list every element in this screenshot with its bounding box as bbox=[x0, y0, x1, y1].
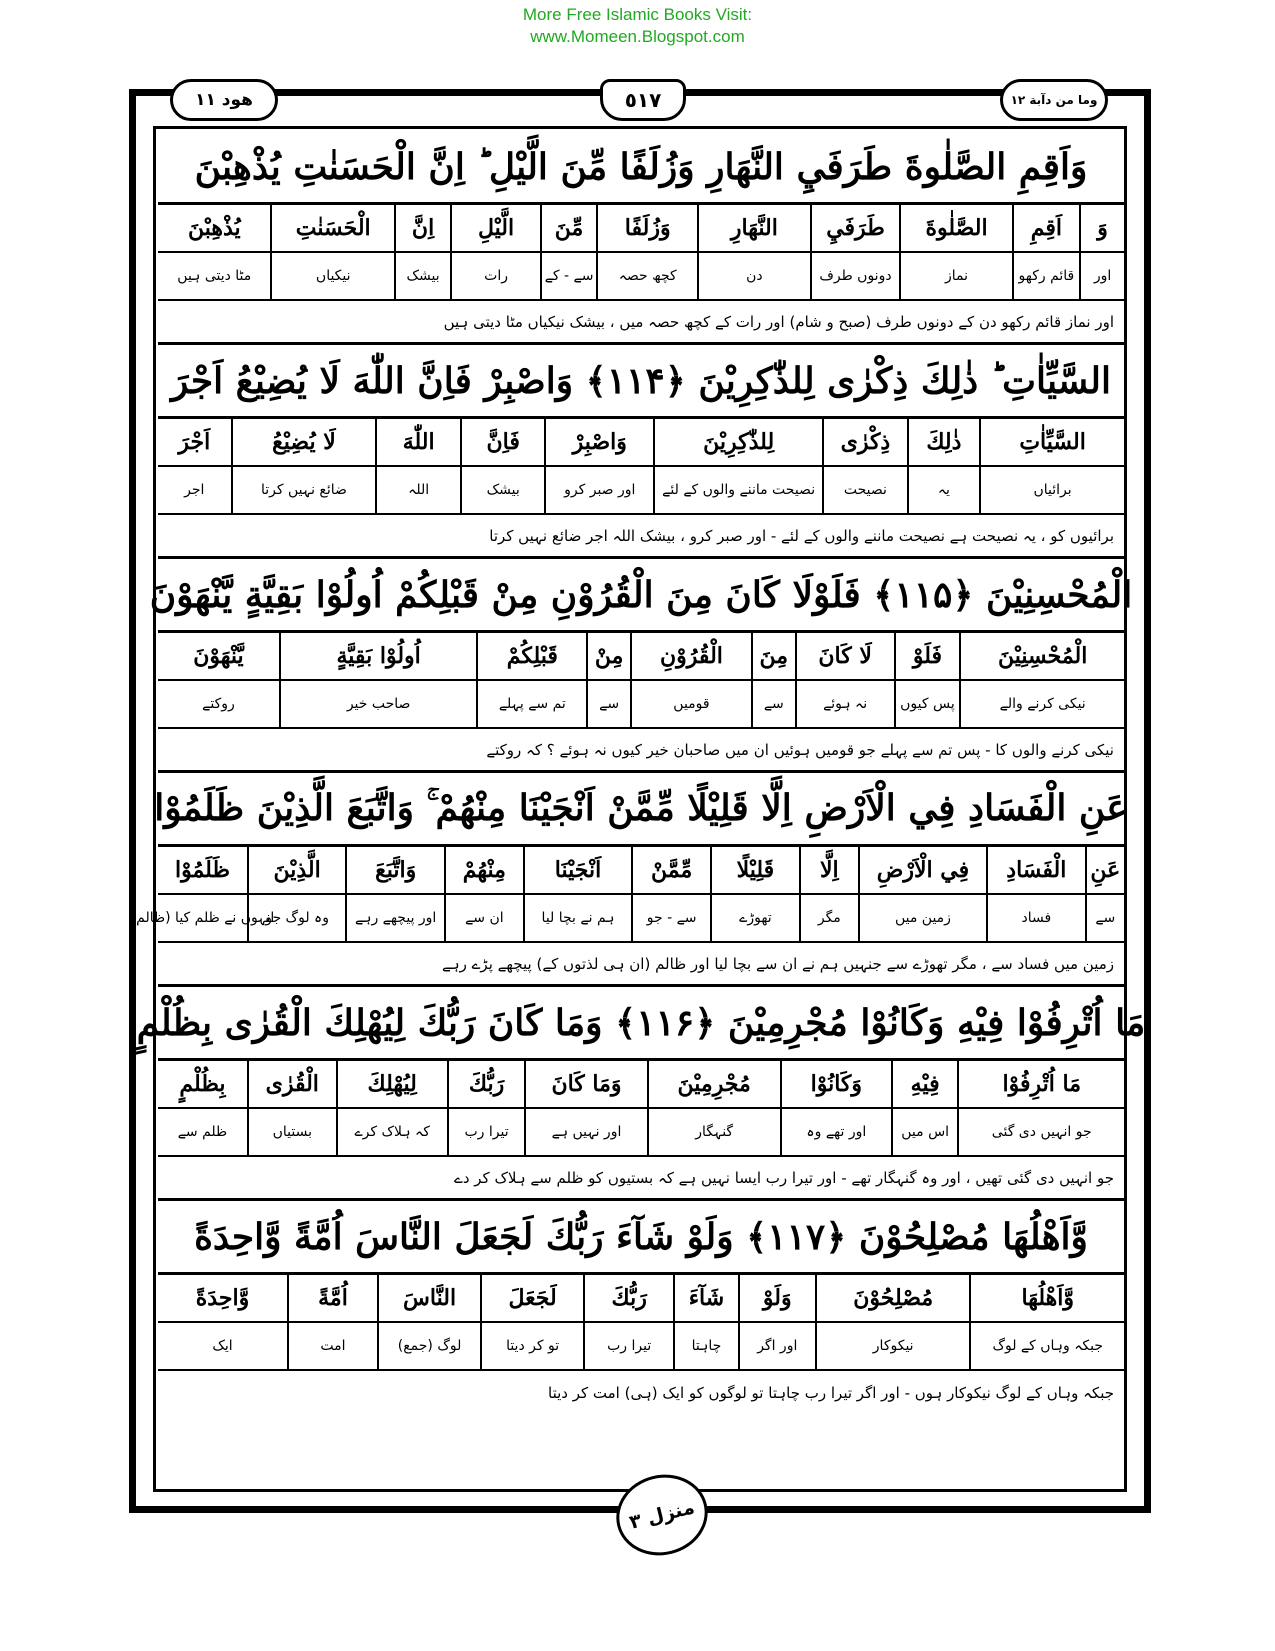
word-arabic: وَاصْبِرْ bbox=[544, 419, 653, 465]
word-arabic: مِنْهُمْ bbox=[444, 847, 523, 893]
word-row-arabic bbox=[158, 419, 1124, 467]
word-arabic: شَآءَ bbox=[673, 1275, 737, 1321]
arabic-verse-line: مَا اُتْرِفُوْا فِيْهِ وَكَانُوْا مُجْرِمِيْنَ ﴿۱۱۶﴾ وَمَا كَانَ رَبُّكَ لِيُهْلِكَ الْقُرٰى بِظُلْمٍ bbox=[158, 987, 1124, 1061]
word-arabic: لَا كَانَ bbox=[795, 633, 894, 679]
arabic-verse-line: وَاَقِمِ الصَّلٰوةَ طَرَفَيِ النَّهَارِ وَزُلَفًا مِّنَ الَّيْلِ ؕ اِنَّ الْحَسَنٰتِ يُذْهِبْنَ bbox=[158, 131, 1124, 205]
word-row-urdu bbox=[158, 467, 1124, 515]
word-arabic: فِيْهِ bbox=[891, 1061, 958, 1107]
word-arabic: الْمُحْسِنِيْنَ bbox=[959, 633, 1124, 679]
word-meaning-urdu: جبکہ وہاں کے لوگ bbox=[969, 1323, 1124, 1369]
word-meaning-urdu: قائم رکھو bbox=[1012, 253, 1079, 299]
word-meaning-urdu: دونوں طرف bbox=[810, 253, 900, 299]
word-meaning-urdu: اور تھے وہ bbox=[780, 1109, 891, 1155]
word-meaning-urdu: اور bbox=[1079, 253, 1124, 299]
word-meaning-urdu: کہ ہلاک کرے bbox=[336, 1109, 447, 1155]
word-arabic: مُجْرِمِيْنَ bbox=[647, 1061, 780, 1107]
verse-block bbox=[136, 987, 1146, 1201]
word-meaning-urdu: چاہتا bbox=[673, 1323, 737, 1369]
arabic-verse-line: السَّيِّاٰتِ ؕ ذٰلِكَ ذِكْرٰى لِلذّٰكِرِيْنَ ﴿۱۱۴﴾ وَاصْبِرْ فَاِنَّ اللّٰهَ لَا يُضِيْعُ اَجْرَ bbox=[158, 345, 1124, 419]
arabic-verse-line: عَنِ الْفَسَادِ فِي الْاَرْضِ اِلَّا قَلِيْلًا مِّمَّنْ اَنْجَيْنَا مِنْهُمْ ۚ وَاتَّبَعَ الَّذِيْنَ ظَلَمُوْا bbox=[158, 773, 1124, 847]
word-arabic: طَرَفَيِ bbox=[810, 205, 900, 251]
word-meaning-urdu: بیشک bbox=[394, 253, 450, 299]
word-meaning-urdu: روکتے bbox=[202, 696, 235, 712]
urdu-translation-line: نیکی کرنے والوں کا - پس تم سے پہلے جو قومیں ہوئیں ان میں صاحبان خیر کیوں نہ ہوئے ؟ کہ روکتے bbox=[158, 729, 1124, 773]
word-row-urdu bbox=[158, 1323, 1124, 1371]
word-arabic: الْحَسَنٰتِ bbox=[270, 205, 394, 251]
word-arabic: ذٰلِكَ bbox=[907, 419, 979, 465]
word-meaning-urdu: تم سے پہلے bbox=[476, 681, 586, 727]
word-arabic: اُمَّةً bbox=[287, 1275, 377, 1321]
word-meaning-urdu: نہ ہوئے bbox=[795, 681, 894, 727]
word-arabic: الَّيْلِ bbox=[450, 205, 540, 251]
word-arabic: رَبُّكَ bbox=[447, 1061, 525, 1107]
word-meaning-urdu: دن bbox=[697, 253, 809, 299]
urdu-translation-line: جو انہیں دی گئی تھیں ، اور وہ گنہگار تھے - اور تیرا رب ایسا نہیں ہے کہ بستیوں کو ظلم سے ہلاک کر دے bbox=[158, 1157, 1124, 1201]
promo-banner bbox=[0, 4, 1275, 48]
word-meaning-urdu: لوگ (جمع) bbox=[377, 1323, 480, 1369]
word-meaning-urdu: فساد bbox=[986, 895, 1085, 941]
word-meaning-urdu: اور پیچھے رہے bbox=[345, 895, 444, 941]
verse-block bbox=[130, 773, 1128, 987]
word-meaning-urdu: سے - کے bbox=[540, 253, 596, 299]
word-meaning-urdu: مٹا دیتی ہیں bbox=[177, 268, 252, 284]
word-arabic: فَاِنَّ bbox=[460, 419, 545, 465]
word-arabic: الصَّلٰوةَ bbox=[899, 205, 1011, 251]
word-meaning-urdu: تو کر دیتا bbox=[480, 1323, 583, 1369]
word-arabic: الَّذِيْنَ bbox=[247, 847, 346, 893]
word-meaning-urdu: اور اگر bbox=[738, 1323, 815, 1369]
word-meaning-urdu: اور صبر کرو bbox=[544, 467, 653, 513]
word-row-urdu bbox=[158, 681, 1124, 729]
urdu-translation-line: اور نماز قائم رکھو دن کے دونوں طرف (صبح و شام) اور رات کے کچھ حصہ میں ، بیشک نیکیاں مٹا دیتی ہیں bbox=[158, 301, 1124, 345]
word-meaning-urdu: نیکوکار bbox=[815, 1323, 970, 1369]
word-arabic: قَلِيْلًا bbox=[710, 847, 799, 893]
word-meaning-urdu: پس کیوں bbox=[894, 681, 960, 727]
word-meaning-urdu: سے bbox=[1085, 895, 1124, 941]
word-arabic: فَلَوْ bbox=[894, 633, 960, 679]
arabic-verse-line: وَّاَهْلُهَا مُصْلِحُوْنَ ﴿۱۱۷﴾ وَلَوْ شَآءَ رَبُّكَ لَجَعَلَ النَّاسَ اُمَّةً وَّاحِدَةً bbox=[158, 1201, 1124, 1275]
word-arabic: يَّنْهَوْنَ bbox=[193, 643, 244, 669]
word-meaning-urdu: تیرا رب bbox=[447, 1109, 525, 1155]
word-arabic: اَنْجَيْنَا bbox=[523, 847, 631, 893]
word-meaning-urdu: ان سے bbox=[444, 895, 523, 941]
word-meaning-urdu: تیرا رب bbox=[583, 1323, 673, 1369]
word-arabic: مِّنَ bbox=[540, 205, 596, 251]
word-arabic: قَبْلِكُمْ bbox=[476, 633, 586, 679]
word-meaning-urdu: ظلم سے bbox=[177, 1124, 228, 1140]
word-meaning-urdu: انہوں نے ظلم کیا (ظالم) bbox=[130, 910, 275, 926]
word-arabic: الْقُرٰى bbox=[247, 1061, 336, 1107]
word-arabic: وَكَانُوْا bbox=[780, 1061, 891, 1107]
page-content bbox=[130, 131, 1146, 1415]
word-meaning-urdu: اللہ bbox=[375, 467, 460, 513]
word-meaning-urdu: جو انہیں دی گئی bbox=[957, 1109, 1124, 1155]
word-meaning-urdu: اور نہیں ہے bbox=[524, 1109, 646, 1155]
word-arabic: مِنَ bbox=[751, 633, 795, 679]
word-meaning-urdu: نیکی کرنے والے bbox=[959, 681, 1124, 727]
word-meaning-urdu: ایک bbox=[212, 1338, 233, 1354]
word-meaning-urdu: صاحب خیر bbox=[279, 681, 477, 727]
word-row-arabic bbox=[158, 205, 1124, 253]
word-meaning-urdu: ضائع نہیں کرتا bbox=[231, 467, 376, 513]
word-row-urdu bbox=[158, 253, 1124, 301]
word-arabic: مِّمَّنْ bbox=[631, 847, 710, 893]
urdu-translation-line: زمین میں فساد سے ، مگر تھوڑے سے جنہیں ہم نے ان سے بچا لیا اور ظالم (ان ہی لذتوں کے) پیچھے پڑے رہے bbox=[158, 943, 1124, 987]
word-row-urdu bbox=[158, 1109, 1124, 1157]
word-arabic: اِلَّا bbox=[799, 847, 858, 893]
word-row-arabic bbox=[158, 1275, 1124, 1323]
word-arabic: مُصْلِحُوْنَ bbox=[815, 1275, 970, 1321]
word-arabic: اَقِمِ bbox=[1012, 205, 1079, 251]
word-arabic: وَلَوْ bbox=[738, 1275, 815, 1321]
word-arabic: الْقُرُوْنِ bbox=[630, 633, 751, 679]
word-meaning-urdu: گنہگار bbox=[647, 1109, 780, 1155]
word-arabic: عَنِ bbox=[1085, 847, 1124, 893]
page-number: ٥١٧ bbox=[600, 79, 686, 121]
word-arabic: النَّاسَ bbox=[377, 1275, 480, 1321]
word-meaning-urdu: نماز bbox=[899, 253, 1011, 299]
word-meaning-urdu: نیکیاں bbox=[270, 253, 394, 299]
word-meaning-urdu: قومیں bbox=[630, 681, 751, 727]
manzil-badge: منزل ٣ bbox=[608, 1465, 717, 1565]
word-meaning-urdu: بستیاں bbox=[247, 1109, 336, 1155]
word-arabic: النَّهَارِ bbox=[697, 205, 809, 251]
word-row-arabic bbox=[158, 633, 1124, 681]
word-arabic: ذِكْرٰى bbox=[822, 419, 907, 465]
word-meaning-urdu: نصیحت bbox=[822, 467, 907, 513]
word-meaning-urdu: زمین میں bbox=[858, 895, 986, 941]
urdu-translation-line: برائیوں کو ، یہ نصیحت ہے نصیحت ماننے والوں کے لئے - اور صبر کرو ، بیشک اللہ اجر ضائع نہیں کرتا bbox=[158, 515, 1124, 559]
word-meaning-urdu: نصیحت ماننے والوں کے لئے bbox=[653, 467, 822, 513]
word-arabic: لَا يُضِيْعُ bbox=[231, 419, 376, 465]
urdu-translation-line: جبکہ وہاں کے لوگ نیکوکار ہوں - اور اگر تیرا رب چاہتا تو لوگوں کو ایک (ہی) امت کر دیتا bbox=[548, 1384, 1114, 1402]
word-meaning-urdu: اجر bbox=[184, 482, 205, 498]
word-meaning-urdu: کچھ حصہ bbox=[596, 253, 697, 299]
word-arabic: لِلذّٰكِرِيْنَ bbox=[653, 419, 822, 465]
word-arabic: اُولُوْا بَقِيَّةٍ bbox=[279, 633, 477, 679]
word-meaning-urdu: سے - جو bbox=[631, 895, 710, 941]
word-meaning-urdu: رات bbox=[450, 253, 540, 299]
word-row-urdu bbox=[130, 895, 1124, 943]
word-meaning-urdu: یہ bbox=[907, 467, 979, 513]
word-meaning-urdu: اس میں bbox=[891, 1109, 958, 1155]
word-arabic: وَّاحِدَةً bbox=[195, 1285, 250, 1311]
word-arabic: ظَلَمُوْا bbox=[174, 857, 230, 883]
word-arabic: وَ bbox=[1079, 205, 1124, 251]
word-meaning-urdu: امت bbox=[287, 1323, 377, 1369]
word-arabic: وَّاَهْلُهَا bbox=[969, 1275, 1124, 1321]
para-label: وما من دآبة ١٢ bbox=[1000, 79, 1108, 121]
promo-link[interactable]: www.Momeen.Blogspot.com bbox=[530, 27, 745, 46]
word-meaning-urdu: سے bbox=[586, 681, 630, 727]
word-arabic: اللّٰهَ bbox=[375, 419, 460, 465]
word-meaning-urdu: ہم نے بچا لیا bbox=[523, 895, 631, 941]
verse-block bbox=[149, 559, 1133, 773]
word-meaning-urdu: مگر bbox=[799, 895, 858, 941]
word-arabic: الْفَسَادِ bbox=[986, 847, 1085, 893]
word-arabic: وَاتَّبَعَ bbox=[345, 847, 444, 893]
arabic-verse-line: الْمُحْسِنِيْنَ ﴿۱۱۵﴾ فَلَوْلَا كَانَ مِنَ الْقُرُوْنِ مِنْ قَبْلِكُمْ اُولُوْا بَقِيَّةٍ يَّنْهَوْنَ bbox=[158, 559, 1124, 633]
word-arabic: فِي الْاَرْضِ bbox=[858, 847, 986, 893]
word-arabic: وَمَا كَانَ bbox=[524, 1061, 646, 1107]
verse-block bbox=[158, 345, 1124, 559]
word-arabic: اِنَّ bbox=[394, 205, 450, 251]
word-arabic: لَجَعَلَ bbox=[480, 1275, 583, 1321]
word-arabic: اَجْرَ bbox=[178, 429, 211, 455]
word-arabic: يُذْهِبْنَ bbox=[187, 215, 241, 241]
word-meaning-urdu: بیشک bbox=[460, 467, 545, 513]
word-arabic: مِنْ bbox=[586, 633, 630, 679]
word-row-arabic bbox=[158, 1061, 1124, 1109]
surah-label: هود ١١ bbox=[170, 79, 278, 121]
word-meaning-urdu: سے bbox=[751, 681, 795, 727]
word-meaning-urdu: تھوڑے bbox=[710, 895, 799, 941]
word-row-arabic bbox=[158, 847, 1124, 895]
word-arabic: لِيُهْلِكَ bbox=[336, 1061, 447, 1107]
word-arabic: رَبُّكَ bbox=[583, 1275, 673, 1321]
word-arabic: وَزُلَفًا bbox=[596, 205, 697, 251]
word-arabic: مَا اُتْرِفُوْا bbox=[957, 1061, 1124, 1107]
word-meaning-urdu: برائیاں bbox=[979, 467, 1124, 513]
verse-block bbox=[158, 131, 1124, 345]
word-arabic: السَّيِّاٰتِ bbox=[979, 419, 1124, 465]
verse-block bbox=[158, 1201, 1124, 1415]
promo-line-1: More Free Islamic Books Visit: bbox=[522, 5, 753, 24]
word-meaning-urdu: وہ لوگ جو bbox=[247, 895, 346, 941]
word-arabic: بِظُلْمٍ bbox=[179, 1071, 226, 1097]
